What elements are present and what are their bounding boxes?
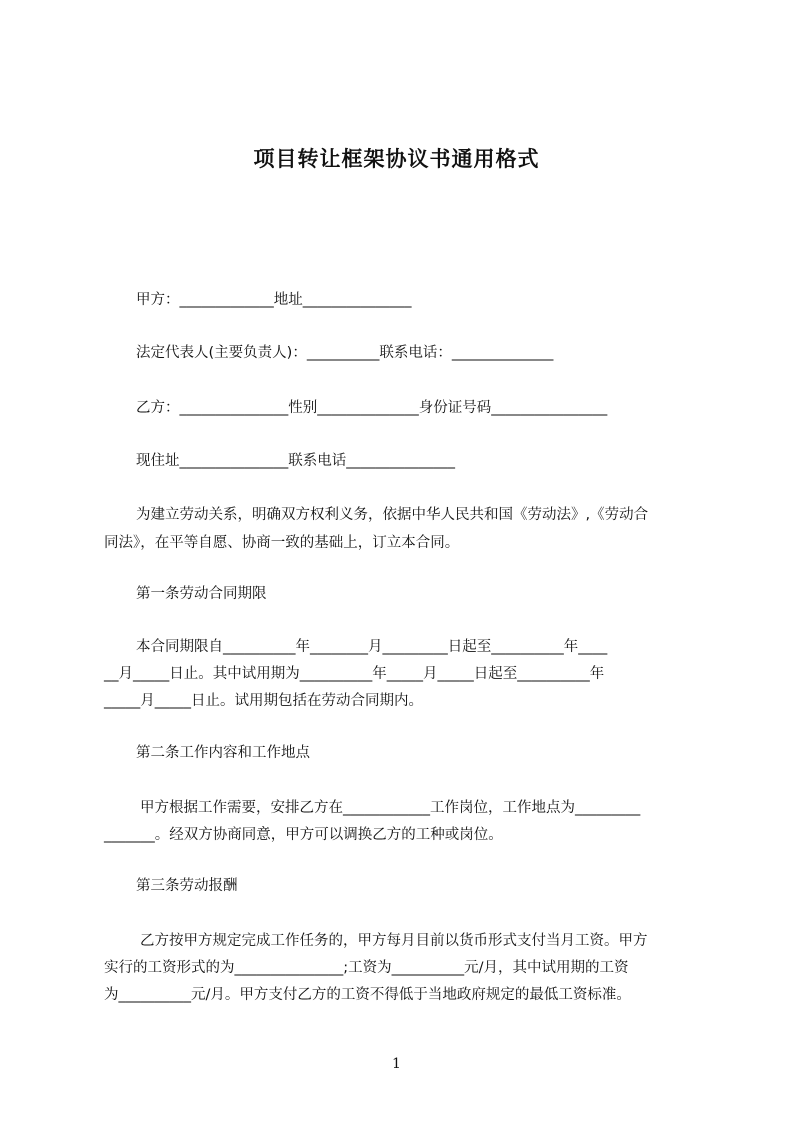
article-3-line-3: 为__________元/月。甲方支付乙方的工资不得低于当地政府规定的最低工资标准。	[104, 987, 631, 1003]
intro-paragraph-line-2: 同法》，在平等自愿、协商一致的基础上，订立本合同。	[104, 535, 460, 551]
party-a-line: 甲方：_____________地址_______________	[136, 292, 412, 308]
article-2-line-1: 甲方根据工作需要，安排乙方在____________工作岗位，工作地点为_________	[140, 800, 641, 816]
party-b-line: 乙方：_______________性别______________身份证号码________________	[136, 400, 608, 416]
page-number: 1	[392, 1056, 401, 1072]
article-1-line-1: 本合同期限自__________年________月_________日起至__________年____	[136, 639, 608, 655]
document-title: 项目转让框架协议书通用格式	[253, 147, 540, 171]
article-1-line-2: __月_____日止。其中试用期为__________年_____月_____日起至__________年	[104, 666, 605, 682]
article-1-heading: 第一条劳动合同期限	[136, 586, 267, 602]
address-line: 现住址_______________联系电话_______________	[136, 453, 455, 469]
article-2-heading: 第二条工作内容和工作地点	[136, 745, 310, 761]
representative-line: 法定代表人(主要负责人)：__________联系电话：______________	[136, 345, 554, 361]
article-3-line-2: 实行的工资形式的为_______________;工资为__________元/月，其中试用期的工资	[104, 960, 629, 976]
article-3-line-1: 乙方按甲方规定完成工作任务的，甲方每月目前以货币形式支付当月工资。甲方	[140, 933, 648, 949]
article-2-line-2: _______。经双方协商同意，甲方可以调换乙方的工种或岗位。	[104, 827, 503, 843]
intro-paragraph-line-1: 为建立劳动关系，明确双方权利义务，依据中华人民共和国《劳动法》,《劳动合	[136, 507, 649, 523]
article-1-line-3: _____月_____日止。试用期包括在劳动合同期内。	[104, 693, 423, 709]
article-3-heading: 第三条劳动报酬	[136, 878, 238, 894]
